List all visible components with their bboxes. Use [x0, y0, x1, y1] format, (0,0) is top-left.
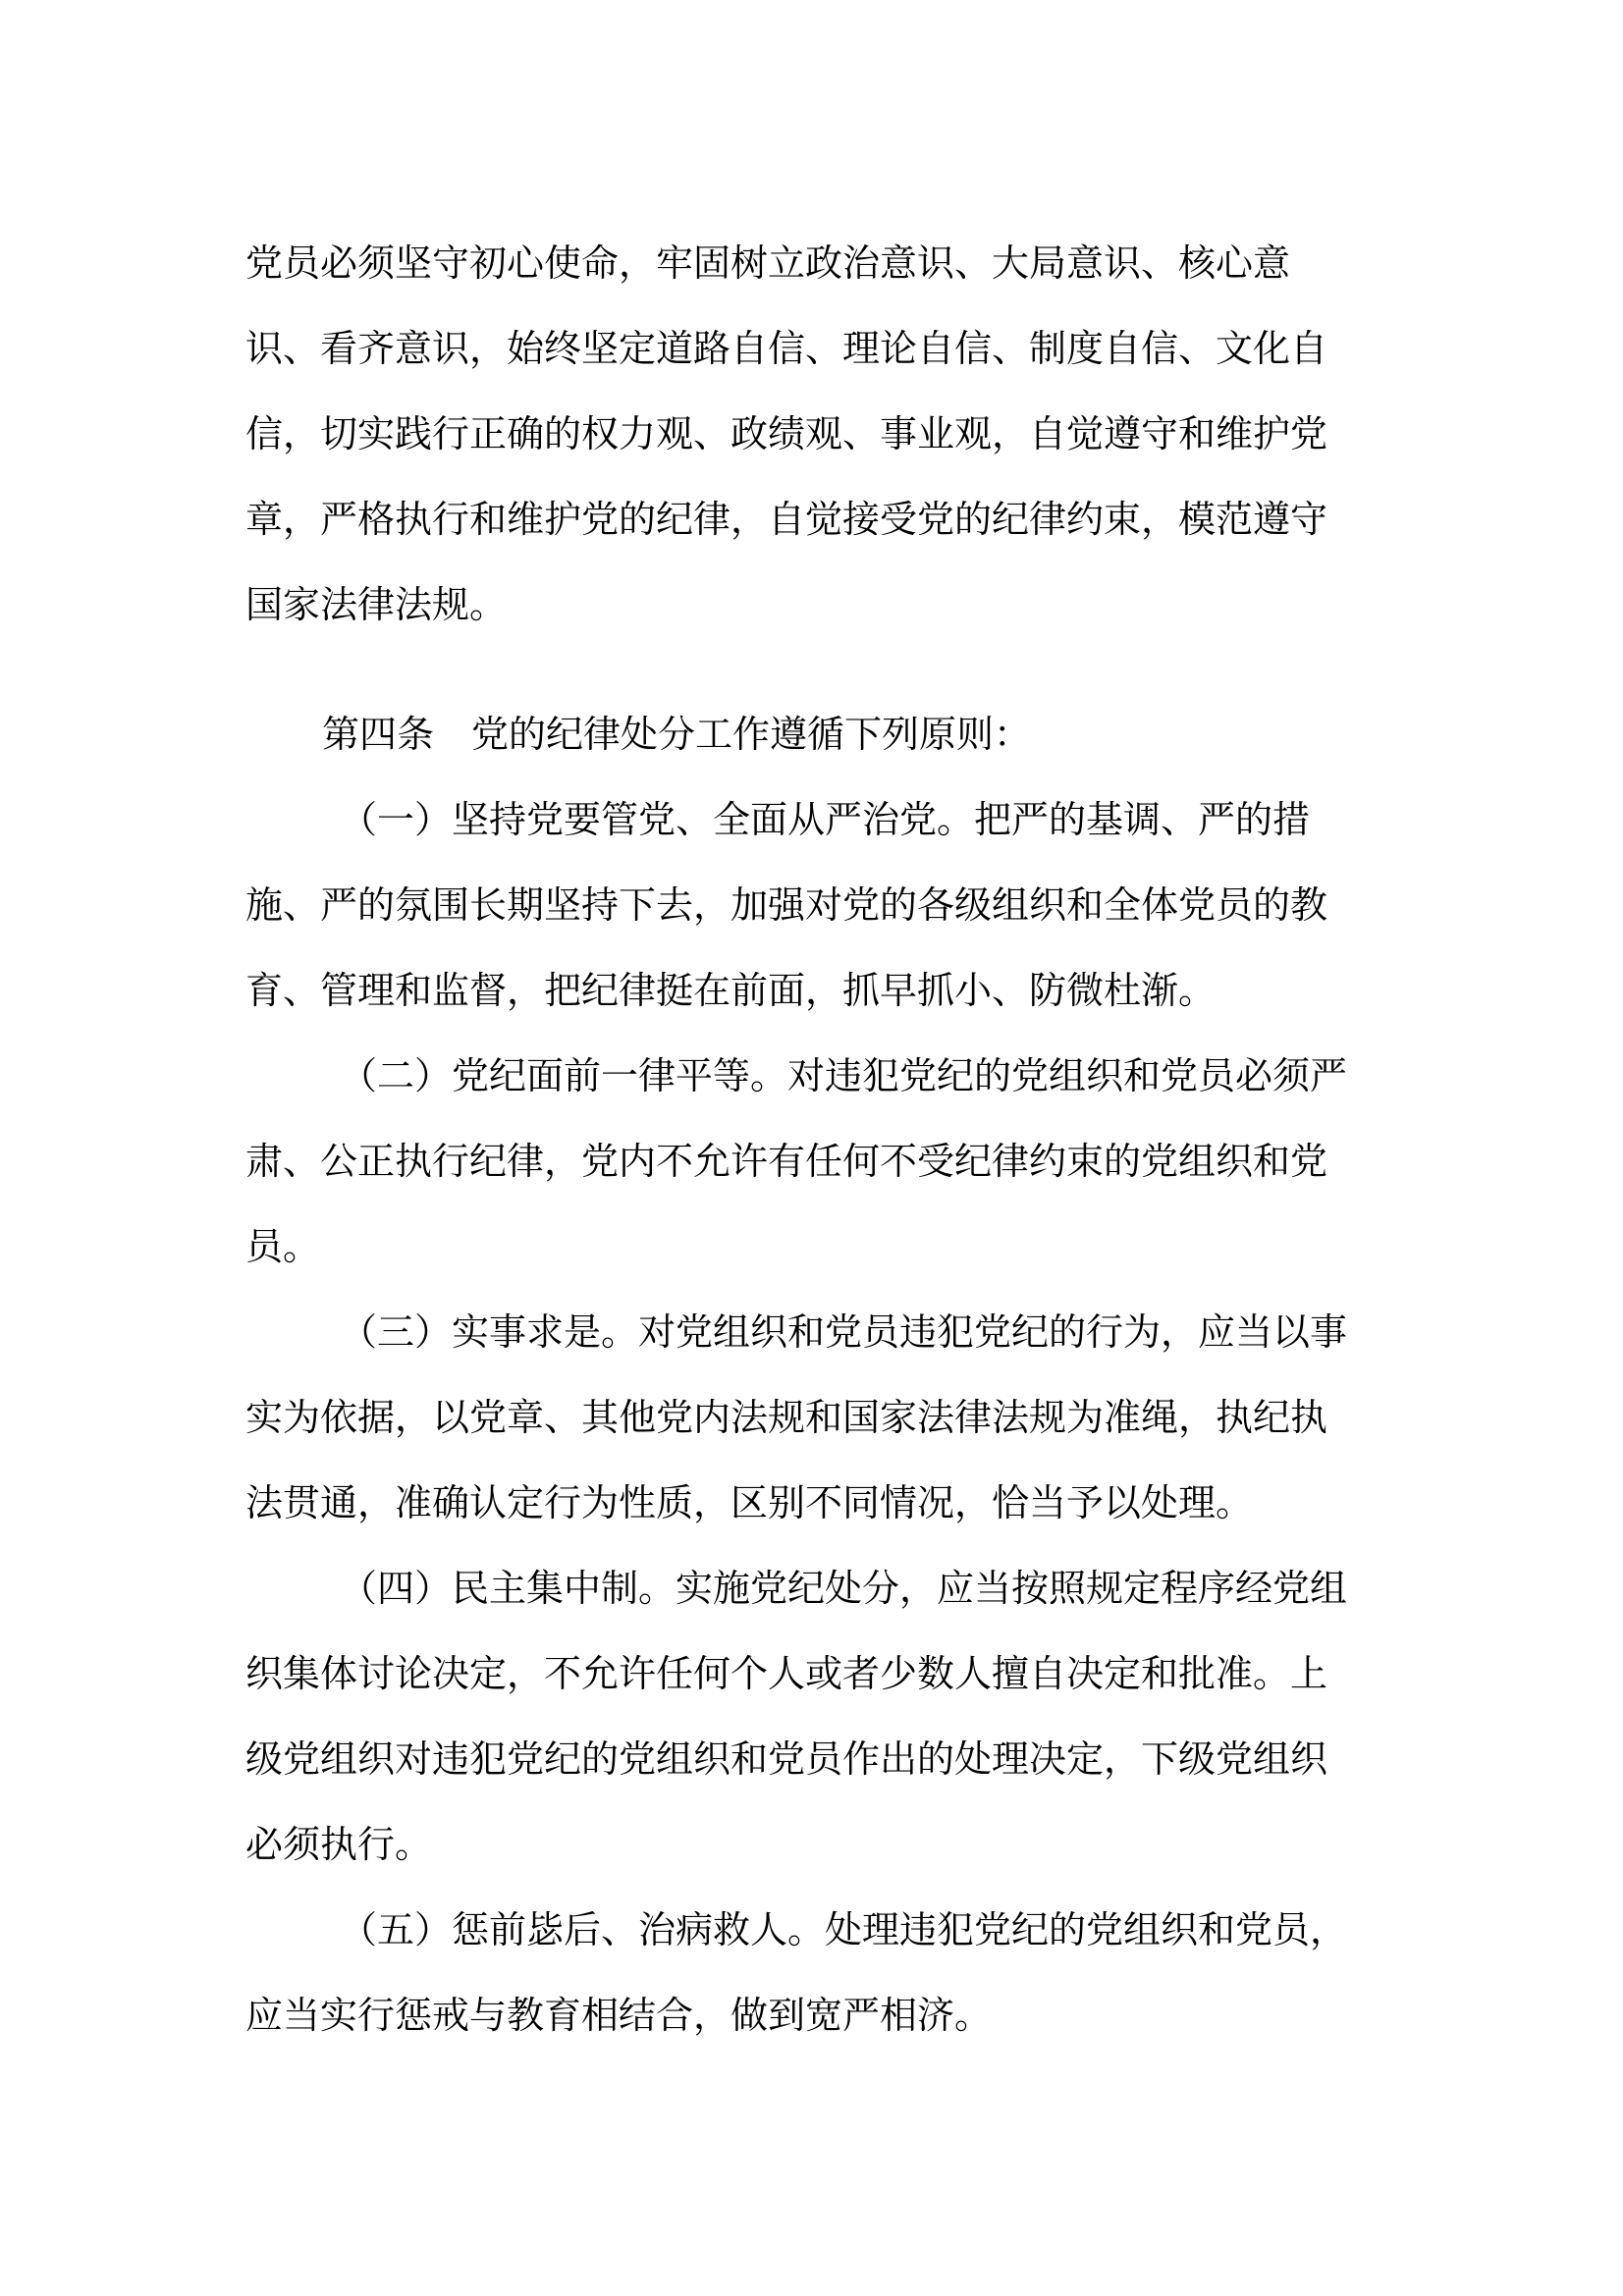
- list-item-line: （一）坚持党要管党、全面从严治党。把严的基调、严的措: [340, 798, 1311, 841]
- list-item-line: 必须执行。: [245, 1823, 433, 1866]
- list-item-line: （五）惩前毖后、治病救人。处理违犯党纪的党组织和党员，: [340, 1908, 1348, 1951]
- paragraph-line: 识、看齐意识，始终坚定道路自信、理论自信、制度自信、文化自: [245, 327, 1328, 370]
- list-item-line: 级党组织对违犯党纪的党组织和党员作出的处理决定，下级党组织: [245, 1737, 1328, 1781]
- list-item-line: 实为依据，以党章、其他党内法规和国家法律法规为准绳，执纪执: [245, 1396, 1328, 1439]
- list-item-line: （三）实事求是。对党组织和党员违犯党纪的行为，应当以事: [340, 1310, 1348, 1354]
- paragraph-line: 信，切实践行正确的权力观、政绩观、事业观，自觉遵守和维护党: [245, 412, 1328, 455]
- list-item-line: （四）民主集中制。实施党纪处分，应当按照规定程序经党组: [340, 1567, 1348, 1610]
- paragraph-line: 党员必须坚守初心使命，牢固树立政治意识、大局意识、核心意: [245, 241, 1291, 285]
- list-item-line: 育、管理和监督，把纪律挺在前面，抓早抓小、防微杜渐。: [245, 969, 1217, 1012]
- list-item-line: 应当实行惩戒与教育相结合，做到宽严相济。: [245, 1994, 993, 2037]
- list-item-line: 员。: [245, 1225, 321, 1268]
- list-item-line: 肃、公正执行纪律，党内不允许有任何不受纪律约束的党组织和党: [245, 1140, 1328, 1183]
- paragraph-line: 章，严格执行和维护党的纪律，自觉接受党的纪律约束，模范遵守: [245, 498, 1328, 541]
- list-item-line: 法贯通，准确认定行为性质，区别不同情况，恰当予以处理。: [245, 1481, 1254, 1524]
- paragraph-line: 国家法律法规。: [245, 583, 508, 626]
- list-item-line: 织集体讨论决定，不允许任何个人或者少数人擅自决定和批准。上: [245, 1652, 1328, 1695]
- article-heading: 第四条 党的纪律处分工作遵循下列原则：: [322, 713, 1032, 756]
- list-item-line: 施、严的氛围长期坚持下去，加强对党的各级组织和全体党员的教: [245, 883, 1328, 927]
- list-item-line: （二）党纪面前一律平等。对违犯党纪的党组织和党员必须严: [340, 1054, 1348, 1097]
